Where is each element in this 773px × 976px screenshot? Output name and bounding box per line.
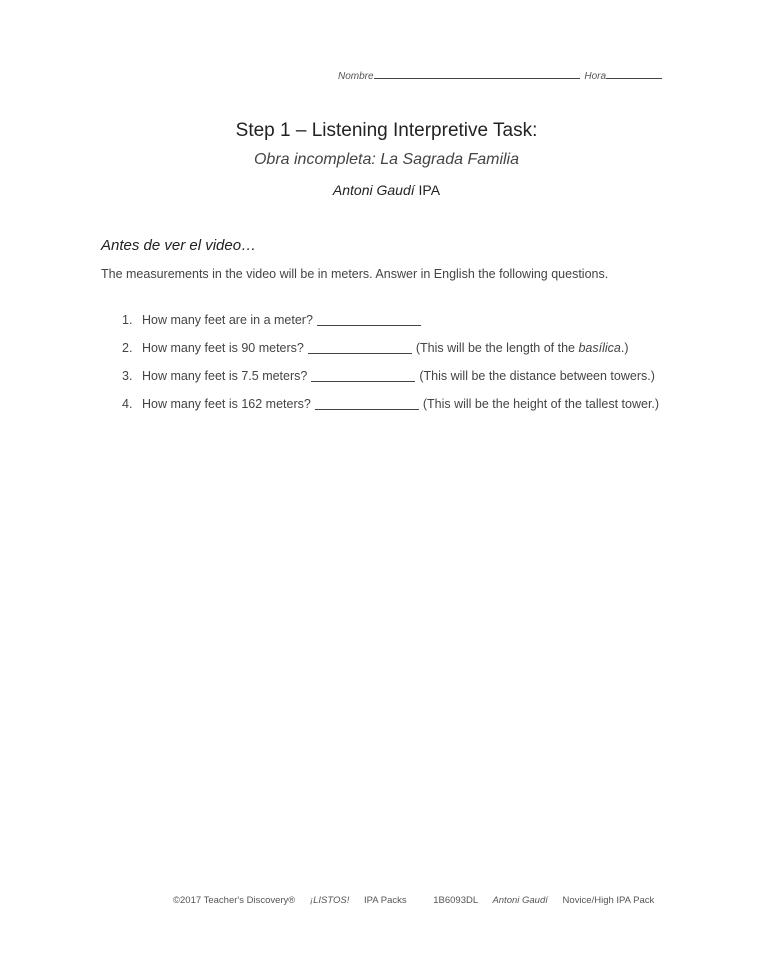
- question-note: (This will be the height of the tallest tower.): [422, 397, 660, 411]
- question-text: How many feet is 7.5 meters?: [142, 369, 308, 383]
- footer-code: 1B6093DL: [433, 895, 481, 906]
- question-text: How many feet is 162 meters?: [142, 397, 311, 411]
- question-note: [416, 341, 629, 355]
- question-number: 2.: [122, 341, 133, 355]
- hour-blank: [606, 68, 662, 79]
- answer-blank[interactable]: [317, 313, 421, 326]
- name-blank: [374, 68, 580, 79]
- footer-copyright: ©2017 Teacher's Discovery®: [173, 895, 296, 906]
- footer-pack-italic: ¡LISTOS!: [309, 895, 350, 906]
- note-text: (This will be the length of the: [415, 341, 579, 355]
- page-subtitle-ipa: [0, 182, 773, 198]
- question-number: 4.: [122, 397, 133, 411]
- page-title: Step 1 – Listening Interpretive Task:: [235, 120, 538, 141]
- note-end: .): [620, 341, 629, 355]
- question-item: [122, 341, 659, 369]
- name-label: Nombre: [338, 71, 374, 82]
- page-footer: [173, 895, 678, 906]
- question-number: 1.: [122, 313, 133, 327]
- answer-blank[interactable]: [308, 341, 412, 354]
- answer-blank[interactable]: [311, 369, 415, 382]
- footer-product-italic: Antoni Gaudí: [492, 895, 548, 906]
- question-number: 3.: [122, 369, 133, 383]
- page-subtitle: Obra incompleta: La Sagrada Familia: [253, 151, 520, 168]
- question-list: [122, 313, 659, 425]
- footer-pack: [310, 895, 419, 906]
- subtitle-rest: IPA: [414, 182, 441, 198]
- question-note: (This will be the distance between towers.): [419, 369, 655, 383]
- footer-product: [433, 895, 666, 906]
- question-text: How many feet are in a meter?: [142, 313, 313, 327]
- question-item: [122, 369, 659, 397]
- instructions-text: The measurements in the video will be in meters. Answer in English the following questions.: [101, 267, 609, 281]
- section-heading: Antes de ver el video…: [101, 237, 257, 254]
- hour-label: Hora: [584, 71, 607, 82]
- note-italic: basílica: [578, 341, 621, 355]
- question-item: [122, 313, 659, 341]
- footer-pack-rest: IPA Packs: [361, 895, 407, 906]
- question-item: [122, 397, 659, 425]
- answer-blank[interactable]: [315, 397, 419, 410]
- question-text: How many feet is 90 meters?: [142, 341, 304, 355]
- footer-product-rest: Novice/High IPA Pack: [559, 895, 655, 906]
- name-hour-line: [338, 68, 662, 82]
- subtitle-italic: Antoni Gaudí: [332, 182, 415, 198]
